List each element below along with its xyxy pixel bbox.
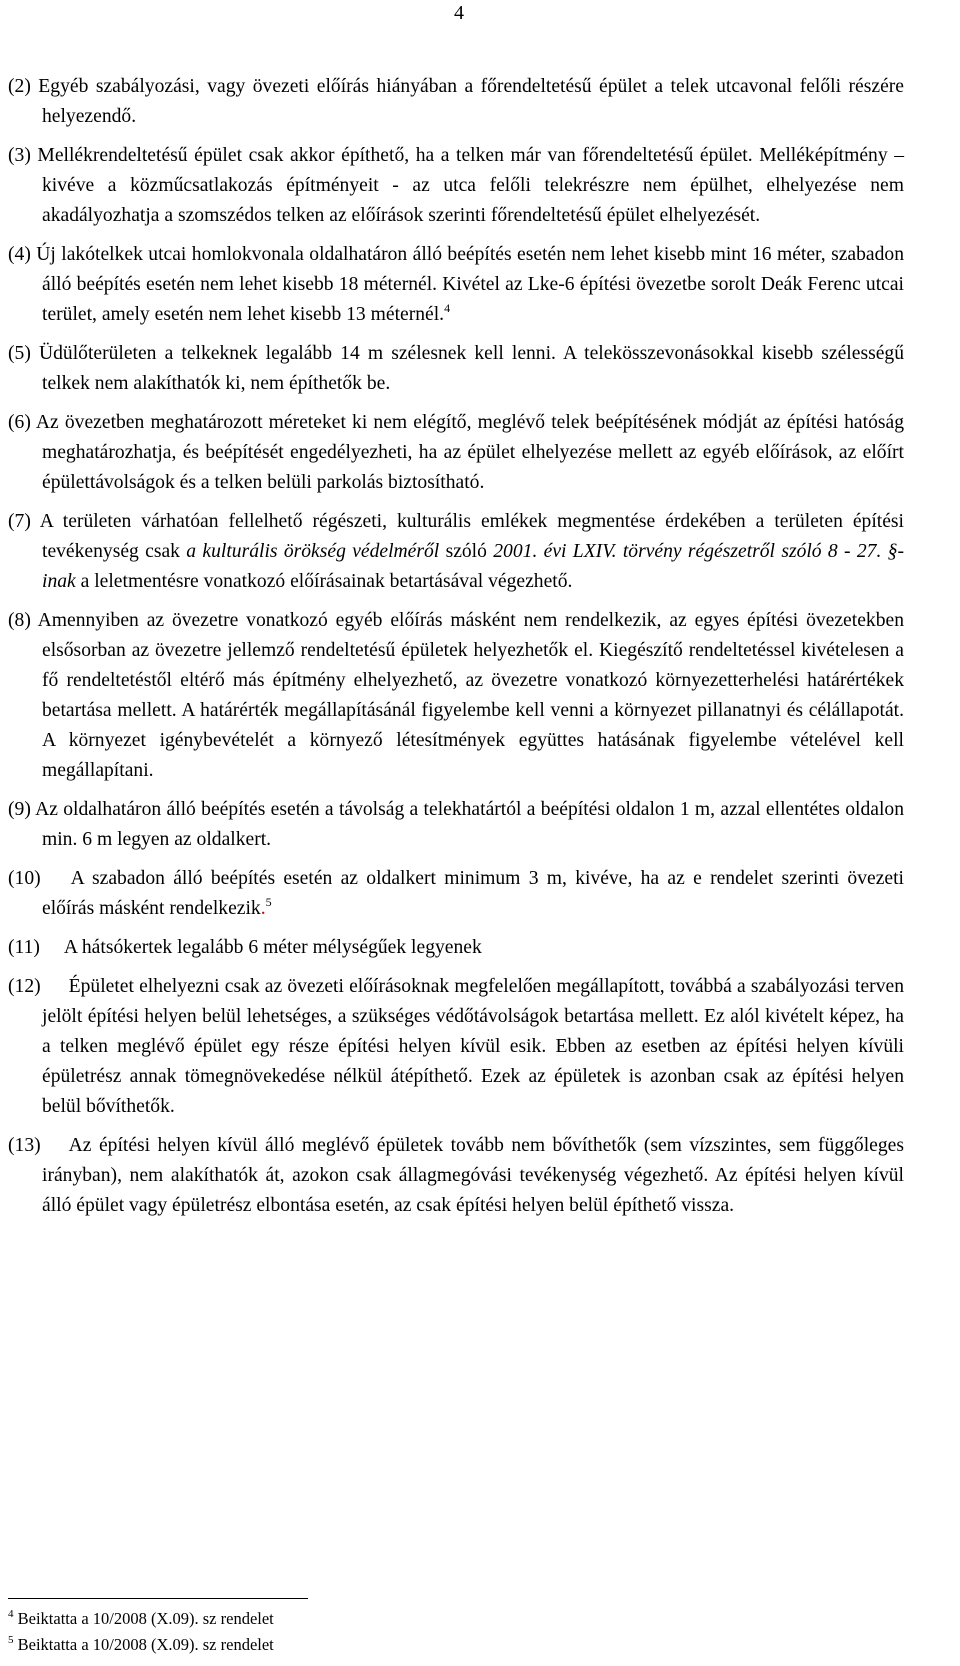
paragraph-2: (2) Egyéb szabályozási, vagy övezeti előírás hiányában a főrendeltetésű épület a telek utcavonal felőli részére helyezendő. xyxy=(8,76,904,127)
footnote-ref-5[interactable]: 5 xyxy=(265,895,272,909)
footnote-5 xyxy=(8,1632,808,1658)
footnote-4-text: Beiktatta a 10/2008 (X.09). sz rendelet xyxy=(17,1609,274,1628)
paragraph-8: (8) Amennyiben az övezetre vonatkozó egyéb előírás másként nem rendelkezik, az egyes építési övezetekben elsősorban az övezetre jellemző rendeltetésű épületek helyezhetők el. Kiegészítő rendeltetéssel kivételesen a fő rendeltetéstől eltérő más építmény elhelyezhető, az övezetre vonatkozó környezetterhelési határértékek betartása mellett. A határérték megállapításánál figyelembe kell venni a környezet pillanatnyi és célállapotát. A környezet igénybevételét a környező létesítmények együttes hatásának figyelembe vételével kell megállapítani. xyxy=(8,610,904,781)
footnote-4 xyxy=(8,1606,808,1632)
paragraph-11-text: A hátsókertek legalább 6 méter mélységűek legyenek xyxy=(63,937,482,958)
paragraph-11-number: (11) xyxy=(8,937,40,958)
paragraph-7-text-a: (7) A területen várhatóan fellelhető régészeti, kulturális emlékek megmentése érdekében a területen építési tevékenység csak xyxy=(8,511,904,562)
paragraph-7-law-reference: 2001. évi LXIV. törvény régészetről szóló 8 - 27. §-inak xyxy=(42,541,905,592)
page-number: 4 xyxy=(454,2,464,24)
paragraph-7-text-e: a leletmentésre vonatkozó előírásainak betartásával végezhető. xyxy=(75,571,573,592)
paragraph-9: (9) Az oldalhatáron álló beépítés esetén a távolság a telekhatártól a beépítési oldalon 1 m, azzal ellentétes oldalon min. 6 m legyen az oldalkert. xyxy=(8,799,904,850)
paragraph-4 xyxy=(8,240,904,330)
paragraph-13 xyxy=(8,1131,904,1221)
paragraph-10 xyxy=(8,864,904,924)
paragraph-3: (3) Mellékrendeltetésű épület csak akkor építhető, ha a telken már van főrendeltetésű épület. Melléképítmény – kivéve a közműcsatlakozás építményeit - az utca felőli telekrészre nem épülhet, elhelyezése nem akadályozhatja a szomszédos telken az előírások szerinti főrendeltetésű épület elhelyezését. xyxy=(8,145,904,226)
paragraph-6: (6) Az övezetben meghatározott méreteket ki nem elégítő, meglévő telek beépítésének módját az építési hatóság meghatározhatja, és beépítését engedélyezheti, ha az épület elhelyezése mellett az egyéb előírások, az előírt épülettávolságok és a telken belüli parkolás biztosítható. xyxy=(8,412,904,493)
paragraph-7 xyxy=(8,507,904,597)
paragraph-12 xyxy=(8,972,904,1122)
paragraph-7-law-title: a kulturális örökség védelméről xyxy=(186,541,440,562)
paragraph-10-text: A szabadon álló beépítés esetén az oldalkert minimum 3 m, kivéve, ha az e rendelet szerinti övezeti előírás másként rendelkezik xyxy=(42,868,904,919)
paragraph-10-period: . xyxy=(260,898,266,919)
document-body xyxy=(8,72,904,1230)
paragraph-4-text: (4) Új lakótelkek utcai homlokvonala oldalhatáron álló beépítés esetén nem lehet kisebb mint 16 méter, szabadon álló beépítés esetén nem lehet kisebb 18 méternél. Kivétel az Lke-6 építési övezetbe sorolt Deák Ferenc utcai terület, amely esetén nem lehet kisebb 13 méternél. xyxy=(8,244,904,325)
paragraph-13-number: (13) xyxy=(8,1135,41,1156)
footnote-separator xyxy=(8,1598,308,1599)
footnote-5-number: 5 xyxy=(8,1634,14,1646)
footnotes xyxy=(8,1606,808,1658)
paragraph-13-text: Az építési helyen kívül álló meglévő épületek tovább nem bővíthetők (sem vízszintes, sem függőleges irányban), nem alakíthatók át, azokon csak állagmegóvási tevékenység végezhető. Az építési helyen kívül álló épület vagy épületrész elbontása esetén, az csak építési helyen belül építhető vissza. xyxy=(42,1135,904,1216)
footnote-4-number: 4 xyxy=(8,1608,14,1620)
paragraph-11 xyxy=(8,933,904,963)
footnote-ref-4[interactable]: 4 xyxy=(444,301,451,315)
footnote-5-text: Beiktatta a 10/2008 (X.09). sz rendelet xyxy=(17,1635,274,1654)
paragraph-10-number: (10) xyxy=(8,868,41,889)
paragraph-5: (5) Üdülőterületen a telkeknek legalább 14 m szélesnek kell lenni. A telekösszevonásokkal kisebb szélességű telkek nem alakíthatók ki, nem építhetők be. xyxy=(8,343,904,394)
paragraph-7-text-c: szóló xyxy=(439,541,494,562)
paragraph-12-number: (12) xyxy=(8,976,41,997)
paragraph-12-text: Épületet elhelyezni csak az övezeti előírásoknak megfelelően megállapított, továbbá a szabályozási terven jelölt építési helyen belül lehetséges, a szükséges védőtávolságok betartása mellett. Ez alól kivételt képez, ha a telken meglévő épület egy része építési helyen kívül esik. Ebben az esetben az építési helyen kívüli épületrész annak tömegnövekedése nélkül átépíthető. Ezek az épületek is azonban csak az építési helyen belül bővíthetők. xyxy=(42,976,904,1117)
